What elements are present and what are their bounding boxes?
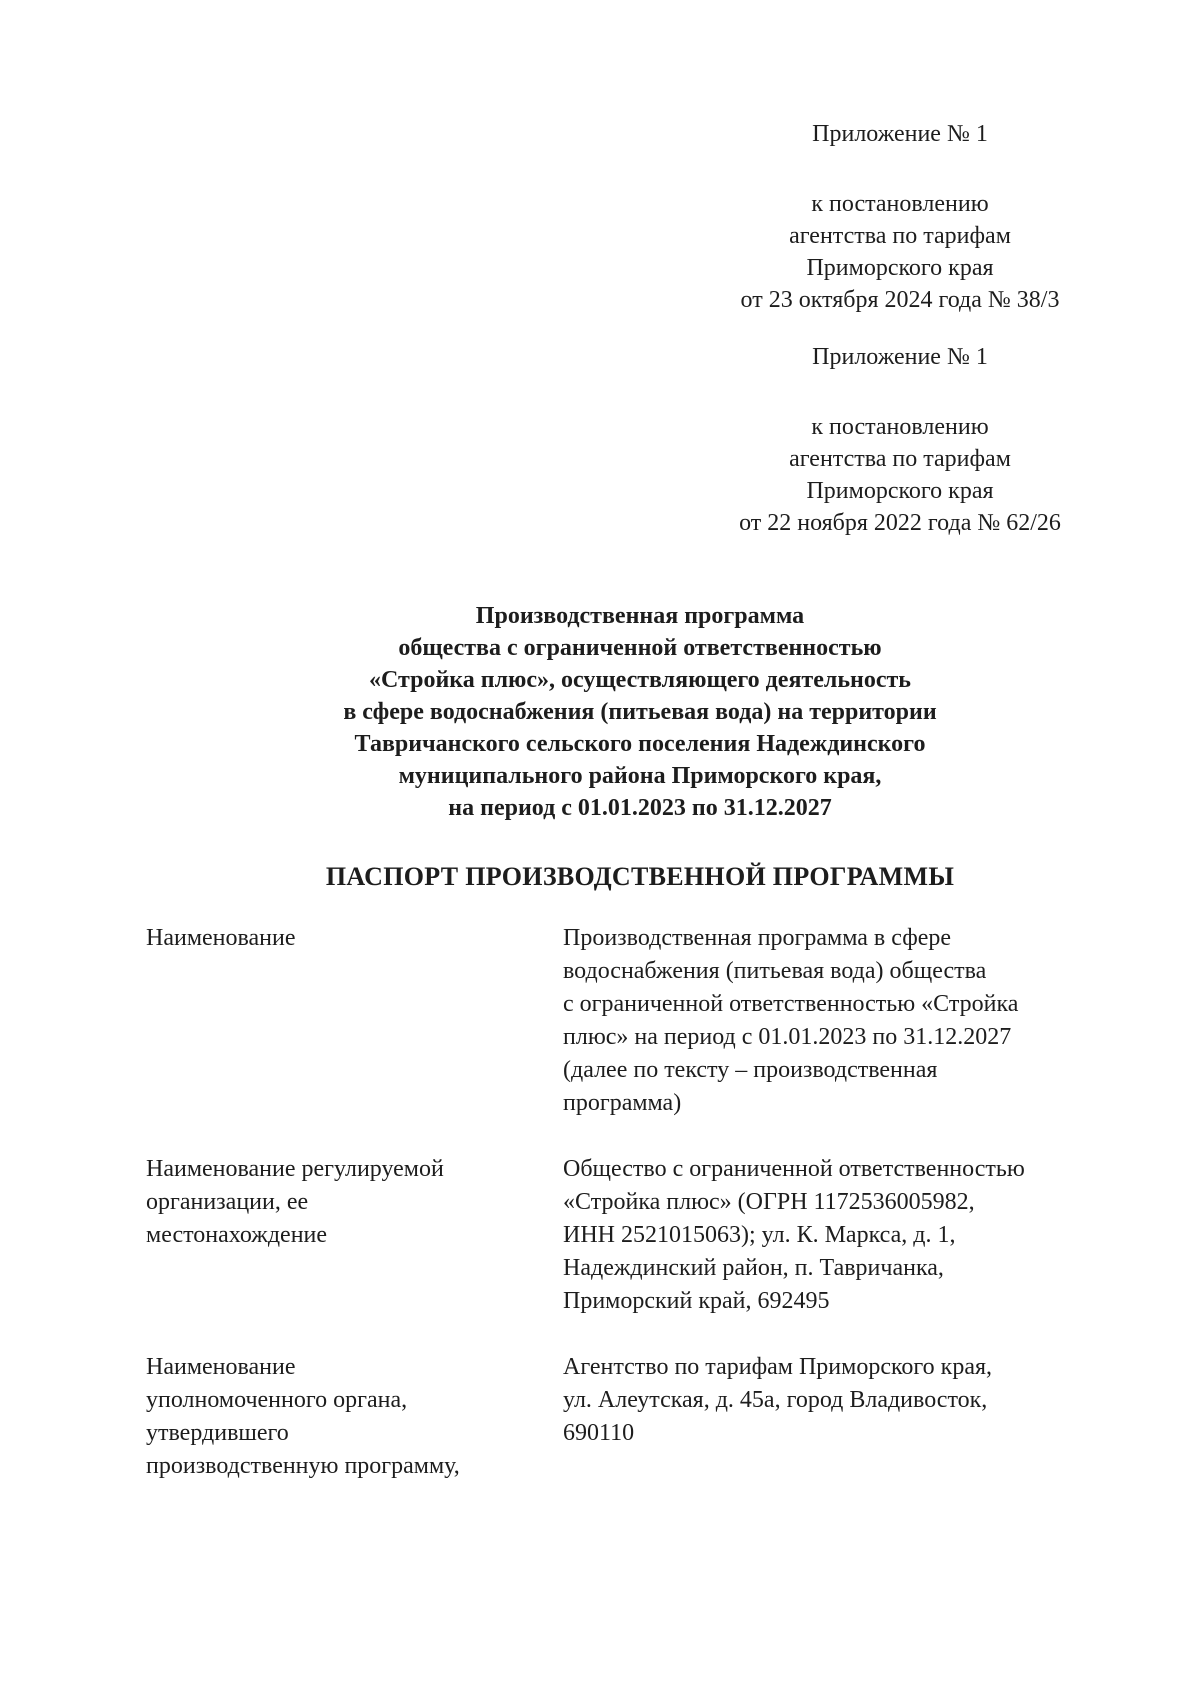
document-title xyxy=(150,600,1130,824)
label-line: утвердившего xyxy=(146,1420,289,1446)
passport-row-value xyxy=(563,1153,1123,1318)
title-line: муниципального района Приморского края, xyxy=(398,763,882,789)
passport-row-value xyxy=(563,1351,1123,1483)
value-line: водоснабжения (питьевая вода) общества xyxy=(563,958,987,984)
value-line: ИНН 2521015063); ул. К. Маркса, д. 1, xyxy=(563,1222,956,1248)
label-line: организации, ее xyxy=(146,1189,309,1215)
passport-row-organization xyxy=(146,1153,1146,1318)
passport-table xyxy=(146,922,1146,1483)
passport-title: ПАСПОРТ ПРОИЗВОДСТВЕННОЙ ПРОГРАММЫ xyxy=(325,862,955,891)
value-line: Приморский край, 692495 xyxy=(563,1288,830,1314)
value-line: Общество с ограниченной ответственностью xyxy=(563,1156,1025,1182)
label-line: Наименование регулируемой xyxy=(146,1156,444,1182)
title-line: «Стройка плюс», осуществляющего деятельность xyxy=(369,667,911,693)
appendix-previous-date: от 22 ноября 2022 года № 62/26 xyxy=(739,510,1061,536)
value-line: с ограниченной ответственностью «Стройка xyxy=(563,991,1019,1017)
value-line: Надеждинский район, п. Тавричанка, xyxy=(563,1255,944,1281)
passport-row-name xyxy=(146,922,1146,1120)
appendix-current-line: Приморского края xyxy=(806,255,994,281)
passport-row-label xyxy=(146,1153,563,1318)
label-line: Наименование xyxy=(146,925,296,951)
value-line: плюс» на период с 01.01.2023 по 31.12.2027 xyxy=(563,1024,1012,1050)
appendix-previous-heading: Приложение № 1 xyxy=(812,344,988,370)
label-line: производственную программу, xyxy=(146,1453,460,1479)
label-line: уполномоченного органа, xyxy=(146,1387,408,1413)
value-line: программа) xyxy=(563,1090,682,1116)
passport-row-value xyxy=(563,922,1123,1120)
appendix-previous-line: к постановлению xyxy=(811,414,989,440)
title-line: Тавричанского сельского поселения Надеждинского xyxy=(354,731,926,757)
appendix-current-line: агентства по тарифам xyxy=(789,223,1011,249)
title-line: в сфере водоснабжения (питьевая вода) на территории xyxy=(343,699,937,725)
value-line: (далее по тексту – производственная xyxy=(563,1057,938,1083)
label-line: местонахождение xyxy=(146,1222,328,1248)
passport-row-authority xyxy=(146,1351,1146,1483)
label-line: Наименование xyxy=(146,1354,296,1380)
appendix-previous-line: Приморского края xyxy=(806,478,994,504)
appendix-current-line: к постановлению xyxy=(811,191,989,217)
value-line: Агентство по тарифам Приморского края, xyxy=(563,1354,993,1380)
appendix-previous xyxy=(640,341,1160,539)
appendix-previous-line: агентства по тарифам xyxy=(789,446,1011,472)
passport-row-label xyxy=(146,922,563,1120)
appendix-current-heading: Приложение № 1 xyxy=(812,121,988,147)
value-line: 690110 xyxy=(563,1420,635,1446)
value-line: ул. Алеутская, д. 45а, город Владивосток, xyxy=(563,1387,988,1413)
title-line: на период с 01.01.2023 по 31.12.2027 xyxy=(448,795,832,821)
appendix-current xyxy=(640,118,1160,316)
value-line: Производственная программа в сфере xyxy=(563,925,952,951)
passport-row-label xyxy=(146,1351,563,1483)
title-line: Производственная программа xyxy=(475,603,805,629)
title-line: общества с ограниченной ответственностью xyxy=(398,635,882,661)
appendix-current-date: от 23 октября 2024 года № 38/3 xyxy=(740,287,1060,313)
value-line: «Стройка плюс» (ОГРН 1172536005982, xyxy=(563,1189,975,1215)
